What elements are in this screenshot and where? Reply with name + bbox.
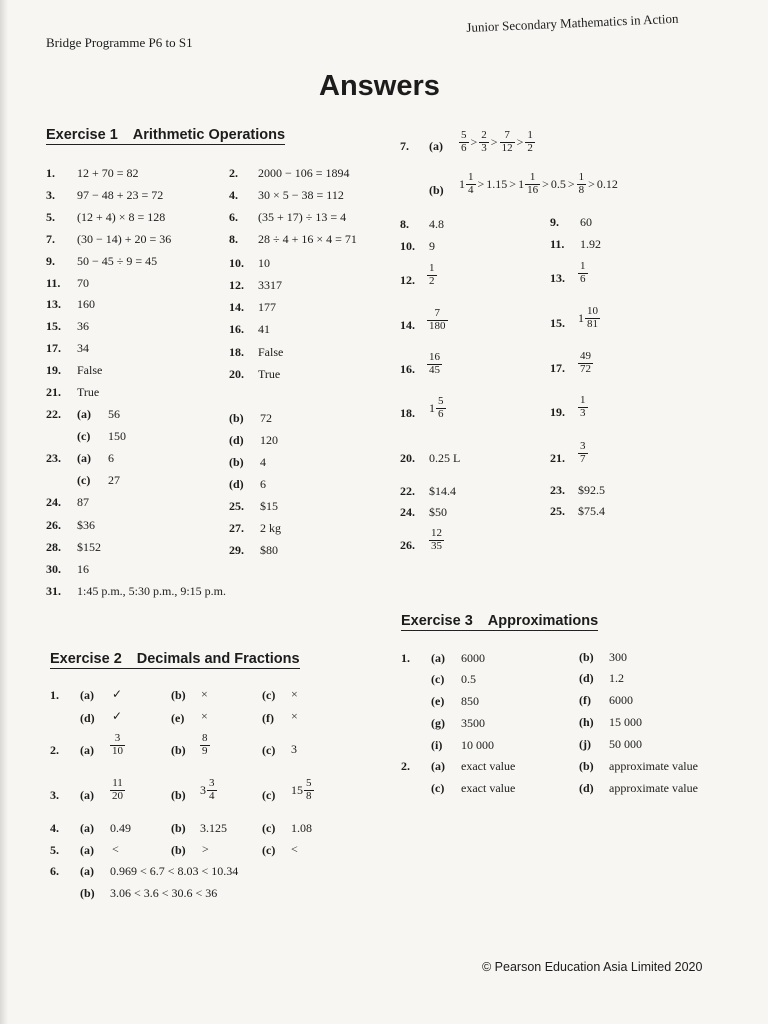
answer: 0.5 <box>461 672 476 686</box>
exercise-2-label: Exercise 2 <box>50 651 122 667</box>
answer: 3317 <box>258 278 282 292</box>
answer-fraction: $\frac{1}{2}$ <box>429 262 435 287</box>
q-number: 26. <box>400 538 415 552</box>
part-label: (d) <box>80 711 95 725</box>
q-number: 13. <box>46 297 61 311</box>
page-title: Answers <box>319 70 440 102</box>
q-number: 24. <box>400 505 415 519</box>
answer: $92.5 <box>578 483 605 497</box>
answer: 0.25 L <box>429 451 461 465</box>
answer: 72 <box>260 411 272 425</box>
answer-fraction: $\frac{49}{72}$ <box>580 350 591 375</box>
answer: 50 000 <box>609 737 642 751</box>
answer-fraction: $\frac{7}{180}$ <box>429 307 446 332</box>
answer: 3.06 < 3.6 < 30.6 < 36 <box>110 886 218 900</box>
q-number: 8. <box>400 217 409 231</box>
part-label: (a) <box>431 651 445 665</box>
answer: $36 <box>77 518 95 532</box>
part-label: (a) <box>80 843 94 857</box>
q-number: 16. <box>229 322 244 336</box>
part-label: (a) <box>80 688 94 702</box>
answer: 1.92 <box>580 237 601 251</box>
q-number: 25. <box>229 499 244 513</box>
answer: 12 + 70 = 82 <box>77 166 139 180</box>
exercise-3-heading <box>401 613 598 631</box>
part-label: (h) <box>579 715 594 729</box>
q-number: 20. <box>400 451 415 465</box>
part-label: (c) <box>262 688 276 702</box>
answer-fraction: $\frac{3}{10}$ <box>112 732 123 757</box>
q-number: 7. <box>46 232 55 246</box>
page-edge-shadow <box>0 0 8 1024</box>
answer: < <box>291 842 298 856</box>
answer-mixed-number: 3 $\frac{3}{4}$ <box>200 777 215 802</box>
answer: 50 − 45 ÷ 9 = 45 <box>77 254 158 268</box>
part-label: (a) <box>80 864 94 878</box>
answer: 2000 − 106 = 1894 <box>258 166 350 180</box>
answer-mixed-number: 1 $\frac{10}{81}$ <box>578 305 598 330</box>
part-label: (c) <box>262 821 276 835</box>
q-number: 18. <box>229 345 244 359</box>
q-number: 24. <box>46 495 61 509</box>
q-number: 2. <box>50 743 59 757</box>
answer: exact value <box>461 781 516 795</box>
answer: 30 × 5 − 38 = 112 <box>258 188 344 202</box>
header-left: Bridge Programme P6 to S1 <box>46 35 193 50</box>
part-label: (b) <box>171 843 186 857</box>
answer: 60 <box>580 215 592 229</box>
answer: $50 <box>429 505 447 519</box>
answer: 3 <box>291 742 297 756</box>
q-number: 7. <box>400 139 409 153</box>
answer: 9 <box>429 239 435 253</box>
part-label: (d) <box>229 433 244 447</box>
q-number: 4. <box>50 821 59 835</box>
part-label: (c) <box>77 473 91 487</box>
answer: $75.4 <box>578 504 605 518</box>
q-number: 15. <box>46 319 61 333</box>
q-number: 15. <box>550 316 565 330</box>
exercise-1-label: Exercise 1 <box>46 127 118 143</box>
part-label: (c) <box>262 843 276 857</box>
answer: 6 <box>108 451 114 465</box>
q-number: 6. <box>229 210 238 224</box>
q-number: 29. <box>229 543 244 557</box>
answer: 15 000 <box>609 715 642 729</box>
answer: True <box>77 385 100 399</box>
answer: False <box>258 345 284 359</box>
q-number: 18. <box>400 406 415 420</box>
part-label: (e) <box>171 711 185 725</box>
q-number: 5. <box>50 843 59 857</box>
part-label: (b) <box>579 759 594 773</box>
q-number: 12. <box>229 278 244 292</box>
q-number: 5. <box>46 210 55 224</box>
part-label: (b) <box>229 455 244 469</box>
answer-fraction: $\frac{12}{35}$ <box>431 527 442 552</box>
answer: 6000 <box>461 651 485 665</box>
answer-fraction: $\frac{16}{45}$ <box>429 351 440 376</box>
answer: False <box>77 363 103 377</box>
q-number: 11. <box>550 237 565 251</box>
answer: True <box>258 367 281 381</box>
q-number: 19. <box>46 363 61 377</box>
answer: 0.969 < 6.7 < 8.03 < 10.34 <box>110 864 239 878</box>
answer-fraction: $\frac{11}{20}$ <box>112 777 123 802</box>
q-number: 19. <box>550 405 565 419</box>
q-number: 16. <box>400 362 415 376</box>
answer: 160 <box>77 297 95 311</box>
answer: 1:45 p.m., 5:30 p.m., 9:15 p.m. <box>77 584 227 598</box>
part-label: (g) <box>431 716 445 730</box>
part-label: (d) <box>579 671 594 685</box>
answer: $15 <box>260 499 278 513</box>
q-number: 6. <box>50 864 59 878</box>
answer: 120 <box>260 433 278 447</box>
q-number: 4. <box>229 188 238 202</box>
cross-mark: × <box>201 687 208 701</box>
exercise-1-heading <box>46 127 285 145</box>
answer: 850 <box>461 694 479 708</box>
q-number: 30. <box>46 562 61 576</box>
check-mark: ✓ <box>112 709 123 723</box>
exercise-2-name: Decimals and Fractions <box>136 651 300 667</box>
answer: (35 + 17) ÷ 13 = 4 <box>258 210 347 224</box>
answer-fraction: $\frac{1}{3}$ <box>580 394 586 419</box>
answer: 28 ÷ 4 + 16 × 4 = 71 <box>258 232 357 246</box>
answer: 300 <box>609 650 627 664</box>
answer: 2 kg <box>260 521 281 535</box>
answer-mixed-number: 15 $\frac{5}{8}$ <box>291 777 312 802</box>
part-label: (b) <box>171 743 186 757</box>
q-number: 17. <box>550 361 565 375</box>
q-number: 14. <box>229 300 244 314</box>
part-label: (a) <box>80 743 94 757</box>
answer-fraction: $\frac{1}{6}$ <box>580 260 586 285</box>
answer-inequality: 1 $\frac{1}{4}$ > 1.15 > 1 $\frac{1}{16}$ > 0.5 > $\frac{1}{8}$ > 0.12 <box>459 171 618 196</box>
q-number: 14. <box>400 318 415 332</box>
q-number: 21. <box>550 451 565 465</box>
answer: 3500 <box>461 716 485 730</box>
answer: 1.08 <box>291 821 312 835</box>
q-number: 1. <box>50 688 59 702</box>
answer: 0.49 <box>110 821 131 835</box>
answer: 36 <box>77 319 89 333</box>
q-number: 20. <box>229 367 244 381</box>
answer: 3.125 <box>200 821 227 835</box>
answer: $14.4 <box>429 484 456 498</box>
answer: (30 − 14) + 20 = 36 <box>77 232 172 246</box>
part-label: (a) <box>80 821 94 835</box>
q-number: 26. <box>46 518 61 532</box>
q-number: 13. <box>550 271 565 285</box>
answer: 34 <box>77 341 89 355</box>
q-number: 10. <box>229 256 244 270</box>
answer-fraction: $\frac{3}{7}$ <box>580 440 586 465</box>
q-number: 2. <box>401 759 410 773</box>
part-label: (b) <box>229 411 244 425</box>
cross-mark: × <box>291 687 298 701</box>
part-label: (j) <box>579 737 591 751</box>
part-label: (c) <box>431 672 445 686</box>
check-mark: ✓ <box>112 687 123 701</box>
q-number: 31. <box>46 584 61 598</box>
answer: exact value <box>461 759 516 773</box>
part-label: (b) <box>171 821 186 835</box>
part-label: (a) <box>80 788 94 802</box>
part-label: (a) <box>429 139 443 153</box>
copyright-footer: © Pearson Education Asia Limited 2020 <box>482 960 703 974</box>
part-label: (b) <box>171 688 186 702</box>
answer: 1.2 <box>609 671 624 685</box>
part-label: (d) <box>229 477 244 491</box>
answer: 87 <box>77 495 89 509</box>
q-number: 3. <box>46 188 55 202</box>
part-label: (a) <box>431 759 445 773</box>
q-number: 17. <box>46 341 61 355</box>
q-number: 27. <box>229 521 244 535</box>
q-number: 22. <box>46 407 61 421</box>
part-label: (c) <box>262 743 276 757</box>
answer: 27 <box>108 473 120 487</box>
part-label: (b) <box>429 183 444 197</box>
q-number: 9. <box>46 254 55 268</box>
answer: 41 <box>258 322 270 336</box>
answer: 10 <box>258 256 270 270</box>
q-number: 3. <box>50 788 59 802</box>
answer: approximate value <box>609 781 698 795</box>
answer: 70 <box>77 276 89 290</box>
q-number: 8. <box>229 232 238 246</box>
q-number: 25. <box>550 504 565 518</box>
q-number: 23. <box>550 483 565 497</box>
q-number: 1. <box>401 651 410 665</box>
part-label: (b) <box>80 886 95 900</box>
answer: (12 + 4) × 8 = 128 <box>77 210 166 224</box>
exercise-1-name: Arithmetic Operations <box>132 127 286 143</box>
exercise-3-label: Exercise 3 <box>401 613 473 629</box>
answer: 4 <box>260 455 266 469</box>
part-label: (d) <box>579 781 594 795</box>
cross-mark: × <box>291 709 298 723</box>
q-number: 28. <box>46 540 61 554</box>
part-label: (c) <box>431 781 445 795</box>
answer: 6000 <box>609 693 633 707</box>
answer-fraction: $\frac{8}{9}$ <box>202 732 208 757</box>
answer-inequality: $\frac{5}{6}$ > $\frac{2}{3}$ > $\frac{7}{12}$ > $\frac{1}{2}$ <box>461 129 533 154</box>
answer: 10 000 <box>461 738 494 752</box>
q-number: 23. <box>46 451 61 465</box>
answer: 150 <box>108 429 126 443</box>
answer: 177 <box>258 300 276 314</box>
answer: 97 − 48 + 23 = 72 <box>77 188 164 202</box>
answer: 16 <box>77 562 89 576</box>
answer: > <box>202 842 209 856</box>
part-label: (f) <box>579 693 591 707</box>
answer: approximate value <box>609 759 698 773</box>
part-label: (a) <box>77 407 91 421</box>
q-number: 10. <box>400 239 415 253</box>
q-number: 11. <box>46 276 61 290</box>
answer: 4.8 <box>429 217 444 231</box>
answer: $152 <box>77 540 101 554</box>
answer: 6 <box>260 477 266 491</box>
part-label: (i) <box>431 738 443 752</box>
q-number: 2. <box>229 166 238 180</box>
q-number: 9. <box>550 215 559 229</box>
q-number: 12. <box>400 273 415 287</box>
part-label: (b) <box>579 650 594 664</box>
q-number: 1. <box>46 166 55 180</box>
part-label: (a) <box>77 451 91 465</box>
part-label: (f) <box>262 711 274 725</box>
answer: $80 <box>260 543 278 557</box>
exercise-3-name: Approximations <box>487 613 599 629</box>
answer-mixed-number: 1 $\frac{5}{6}$ <box>429 395 444 420</box>
q-number: 21. <box>46 385 61 399</box>
answer: 56 <box>108 407 120 421</box>
header-right: Junior Secondary Mathematics in Action <box>466 10 679 35</box>
answer: < <box>112 842 119 856</box>
q-number: 22. <box>400 484 415 498</box>
part-label: (c) <box>262 788 276 802</box>
part-label: (c) <box>77 429 91 443</box>
part-label: (b) <box>171 788 186 802</box>
part-label: (e) <box>431 694 445 708</box>
cross-mark: × <box>201 709 208 723</box>
exercise-2-heading <box>50 651 300 669</box>
